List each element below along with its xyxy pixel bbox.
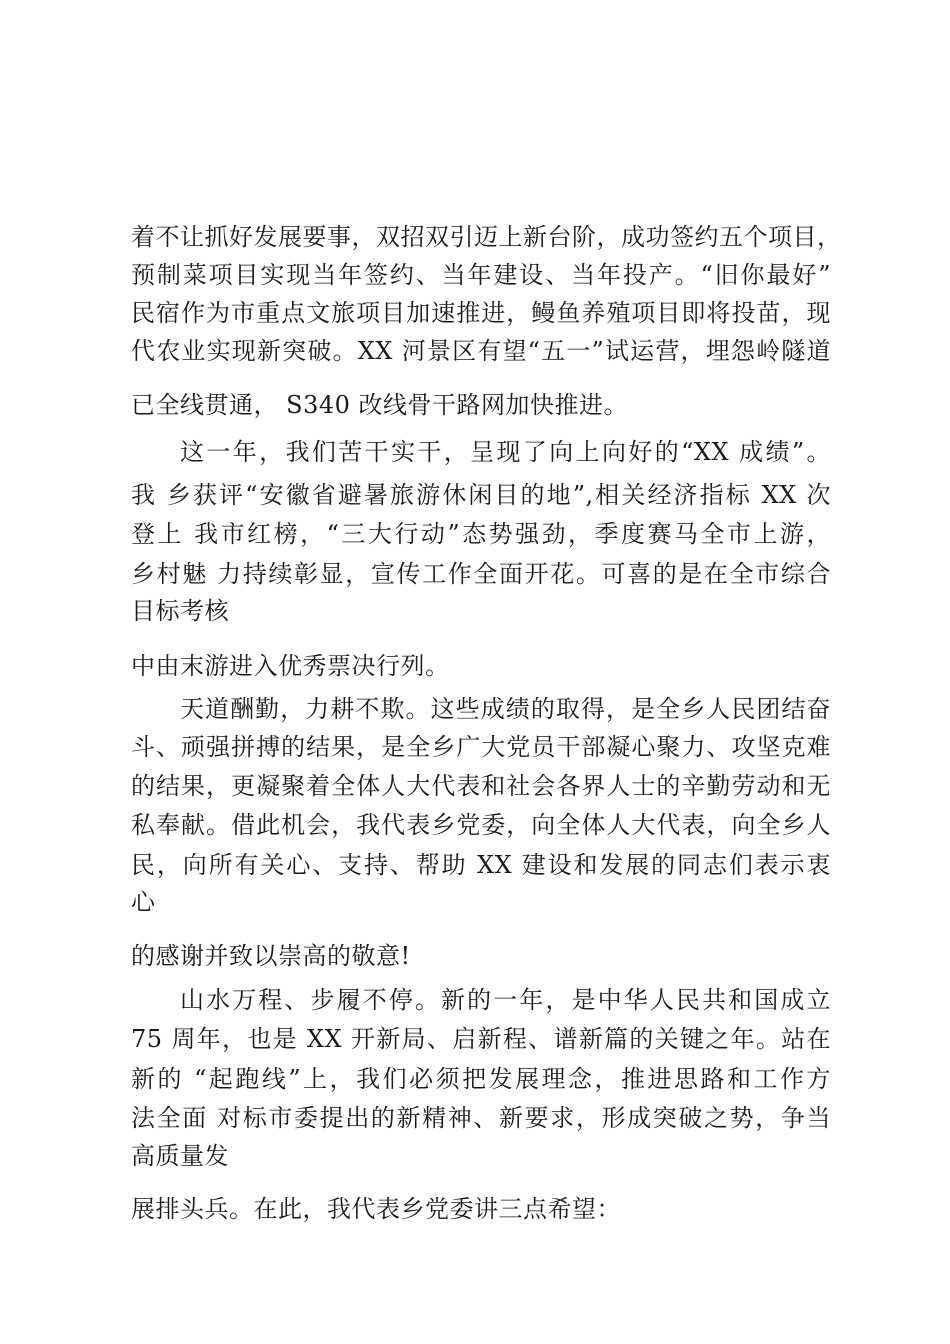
text-line: 民，向所有关心、支持、帮助 XX 建设和发展的同志们表示衷 <box>131 851 831 879</box>
text-line: 的感谢并致以崇高的敬意! <box>131 942 411 970</box>
text-line: 乡村魅 力持续彰显，宣传工作全面开花。可喜的是在全市综合 <box>131 560 831 588</box>
text-line: 心 <box>131 888 156 916</box>
text-line: 新的 “起跑线”上，我们必须把发展理念，推进思路和工作方 <box>131 1065 831 1093</box>
text-line: 登上 我市红榜，“三大行动”态势强劲，季度赛马全市上游， <box>131 520 831 548</box>
text-line: 代农业实现新突破。XX 河景区有望“五一”试运营，埋怨岭隧道 <box>131 337 831 365</box>
text-line: 已全线贯通， S340 改线骨干路网加快推进。 <box>131 391 629 419</box>
text-line: 着不让抓好发展要事，双招双引迈上新台阶，成功签约五个项目， <box>131 223 842 251</box>
text-line-indented: 山水万程、步履不停。新的一年，是中华人民共和国成立 <box>180 986 831 1014</box>
text-line: 法全面 对标市委提出的新精神、新要求，形成突破之势，争当 <box>131 1104 831 1132</box>
text-line-indented: 天道酬勤，力耕不欺。这些成绩的取得，是全乡人民团结奋 <box>180 695 831 723</box>
text-line: 中由末游进入优秀票决行列。 <box>131 652 450 680</box>
text-line: 展排头兵。在此，我代表乡党委讲三点希望： <box>131 1195 621 1223</box>
text-line: 高质量发 <box>131 1142 229 1170</box>
text-line: 我 乡获评“安徽省避暑旅游休闲目的地”,相关经济指标 XX 次 <box>131 481 831 509</box>
text-line: 斗、顽强拼搏的结果，是全乡广大党员干部凝心聚力、攻坚克难 <box>131 733 831 761</box>
text-line: 私奉献。借此机会，我代表乡党委，向全体人大代表，向全乡人 <box>131 811 831 839</box>
text-line-indented: 这一年，我们苦干实干，呈现了向上向好的“XX 成绩”。 <box>180 438 831 466</box>
text-line: 预制菜项目实现当年签约、当年建设、当年投产。“旧你最好” <box>131 261 831 289</box>
text-line: 目标考核 <box>131 597 229 625</box>
text-line: 的结果，更凝聚着全体人大代表和社会各界人士的辛勤劳动和无 <box>131 772 831 800</box>
text-line: 民宿作为市重点文旅项目加速推进，鳗鱼养殖项目即将投苗，现 <box>131 299 831 327</box>
text-line: 75 周年，也是 XX 开新局、启新程、谱新篇的关键之年。站在 <box>131 1025 831 1053</box>
